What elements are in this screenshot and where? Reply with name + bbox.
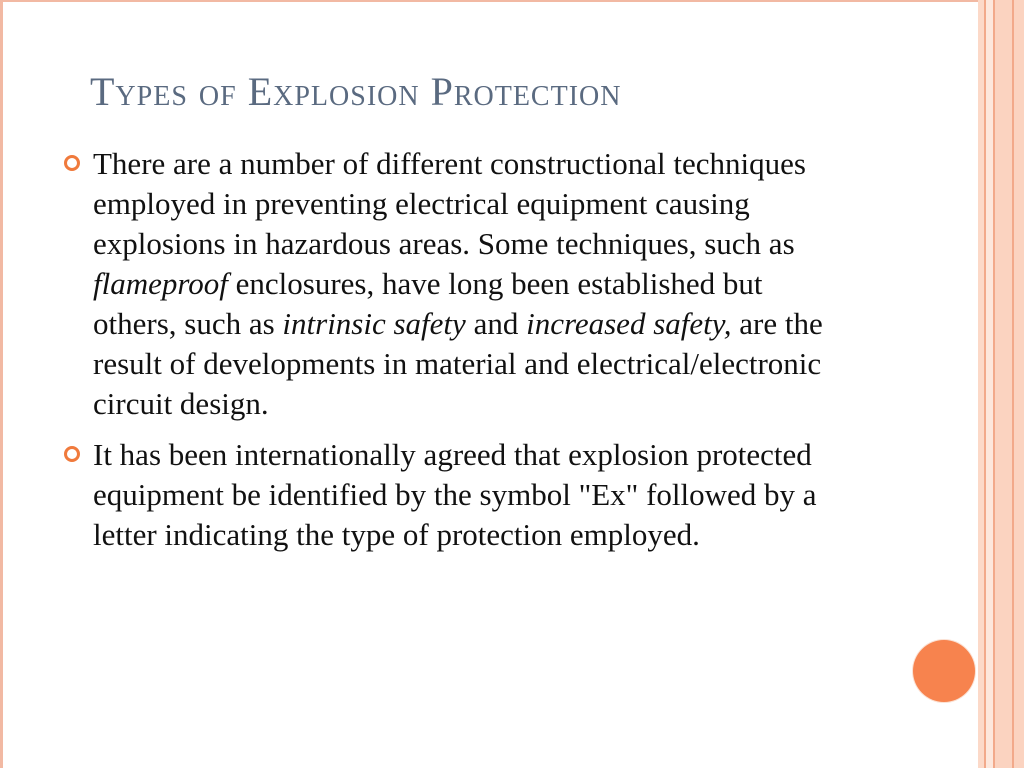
decorative-circle-icon [913,640,975,702]
right-decor-stripe [995,0,1024,768]
emphasis-intrinsic-safety: intrinsic safety [282,306,466,341]
text-run: There are a number of different constructional techniques employed in preventing electrical equipment causing explosions in hazardous areas. Some techniques, such as [93,146,806,261]
text-run: are the result of developments in material and electrical/electronic circuit design. [93,306,823,421]
bullet-text [93,435,852,555]
bullet-item [62,144,852,424]
bullet-item [62,435,852,555]
text-run: It has been internationally agreed that explosion protected equipment be identified by the symbol "Ex" followed by a letter indicating the type of protection employed. [93,437,817,552]
bullet-text [93,144,852,424]
bullet-list [62,144,852,566]
left-border [0,0,3,768]
orange-ring-bullet-icon [64,155,80,171]
emphasis-increased-safety: increased safety, [526,306,732,341]
text-run: enclosures, have long been established but others, such as [93,266,763,341]
emphasis-flameproof: flameproof [93,266,228,301]
right-decor-stripe [1012,0,1014,768]
top-border [0,0,1024,2]
text-run: and [465,306,527,341]
right-decor-stripe [986,0,993,768]
orange-ring-bullet-icon [64,446,80,462]
slide-title: Types of Explosion Protection [90,69,622,114]
